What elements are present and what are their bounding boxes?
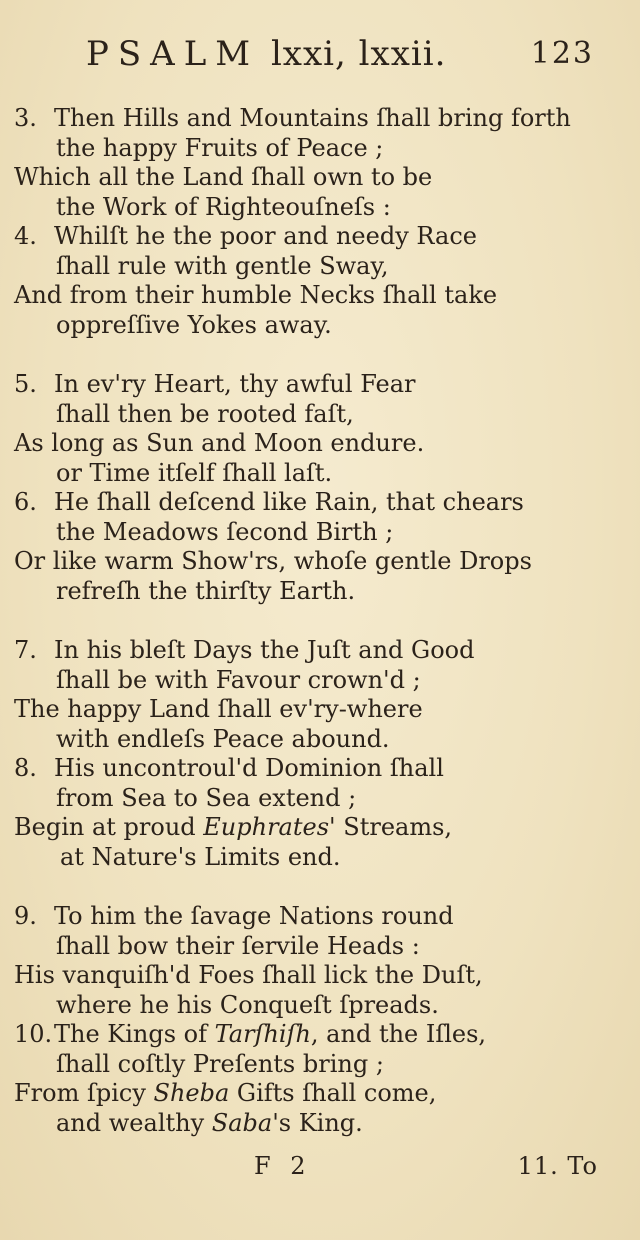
verse-line <box>0 1020 640 1050</box>
verse-line-text: In ev'ry Heart, thy awful Fear <box>54 370 416 398</box>
verse-line <box>0 193 640 223</box>
verse-line <box>0 429 640 459</box>
verse-line <box>0 459 640 489</box>
verse-text <box>0 104 640 1138</box>
verse-line-text: Then Hills and Mountains ſhall bring forth <box>54 104 571 132</box>
italic-proper-name: Saba <box>211 1108 273 1137</box>
verse-line <box>0 1050 640 1080</box>
italic-proper-name: Tarſhiſh <box>214 1020 311 1048</box>
page-footer <box>0 1152 640 1184</box>
verse-line <box>0 725 640 755</box>
verse-line <box>0 104 640 134</box>
verse-line-text: ſhall then be rooted faſt, <box>56 399 354 428</box>
verse-line-text: 's King. <box>272 1108 363 1137</box>
stanza <box>0 902 640 1138</box>
verse-line-text: He ſhall deſcend like Rain, that chears <box>54 488 524 516</box>
verse-line <box>0 695 640 725</box>
verse-line-text: from Sea to Sea extend ; <box>56 783 357 812</box>
verse-line-text: oppreſſive Yokes away. <box>56 310 332 339</box>
verse-line <box>0 134 640 164</box>
verse-number: 6. <box>14 488 37 516</box>
verse-line-text: His uncontroul'd Dominion ſhall <box>54 754 444 782</box>
verse-line-text: From ſpicy <box>14 1079 154 1107</box>
verse-line-text: Gifts ſhall come, <box>229 1079 437 1107</box>
verse-line <box>0 577 640 607</box>
italic-proper-name: Sheba <box>153 1079 230 1107</box>
verse-line-text: ſhall rule with gentle Sway, <box>56 251 389 280</box>
verse-line <box>0 518 640 548</box>
verse-line-text: ſhall coſtly Preſents bring ; <box>56 1049 384 1078</box>
verse-number: 4. <box>14 222 37 250</box>
verse-line-text: The Kings of <box>54 1020 215 1048</box>
stanza <box>0 104 640 340</box>
verse-line-text: His vanquiſh'd Foes ſhall lick the Duſt, <box>14 961 483 989</box>
running-title <box>86 34 446 74</box>
verse-line-text: ſhall bow their ſervile Heads : <box>56 931 420 960</box>
verse-line <box>0 991 640 1021</box>
verse-line <box>0 1079 640 1109</box>
verse-line-text: Streams, <box>335 813 453 841</box>
verse-line <box>0 754 640 784</box>
verse-line-text: , and the Iſles, <box>310 1020 487 1048</box>
verse-line <box>0 281 640 311</box>
verse-line <box>0 636 640 666</box>
verse-line-text: To him the ſavage Nations round <box>54 902 454 930</box>
verse-number: 9. <box>14 902 37 930</box>
verse-number: 7. <box>14 636 37 664</box>
verse-line-text: And from their humble Necks ſhall take <box>14 281 498 309</box>
stanza <box>0 370 640 606</box>
italic-proper-name: Euphrates' <box>203 813 336 841</box>
verse-line-text: The happy Land ſhall ev'ry-where <box>14 695 423 723</box>
verse-line-text: and wealthy <box>56 1108 212 1137</box>
verse-number: 10. <box>14 1020 53 1048</box>
verse-line <box>0 222 640 252</box>
verse-line-text: ſhall be with Favour crown'd ; <box>56 665 421 694</box>
verse-line-text: or Time itſelf ſhall laſt. <box>56 458 333 487</box>
verse-line <box>0 370 640 400</box>
verse-line <box>0 252 640 282</box>
page-number: 123 <box>530 36 594 71</box>
verse-line-text: Or like warm Show'rs, whoſe gentle Drops <box>14 547 532 575</box>
verse-line-text: the happy Fruits of Peace ; <box>56 133 384 162</box>
verse-line <box>0 311 640 341</box>
verse-line <box>0 1109 640 1139</box>
verse-line-text: Begin at proud <box>14 813 204 841</box>
psalm-numbers: lxxi, lxxii. <box>270 34 447 74</box>
verse-line <box>0 488 640 518</box>
verse-line-text: Whilſt he the poor and needy Race <box>54 222 477 250</box>
page-header <box>0 34 640 84</box>
verse-line <box>0 843 640 873</box>
verse-line-text: the Work of Righteouſneſs : <box>56 192 391 221</box>
verse-line <box>0 547 640 577</box>
verse-number: 5. <box>14 370 37 398</box>
verse-line <box>0 961 640 991</box>
psalm-word: PSALM <box>86 34 260 74</box>
verse-line-text: where he his Conqueſt ſpreads. <box>56 990 439 1019</box>
verse-line <box>0 784 640 814</box>
verse-line-text: at Nature's Limits end. <box>60 842 341 871</box>
verse-line <box>0 666 640 696</box>
verse-line-text: In his bleſt Days the Juſt and Good <box>54 636 475 664</box>
verse-line-text: the Meadows ſecond Birth ; <box>56 517 394 546</box>
verse-line <box>0 163 640 193</box>
verse-line-text: refreſh the thirſty Earth. <box>56 576 356 605</box>
verse-number: 3. <box>14 104 37 132</box>
verse-line <box>0 902 640 932</box>
verse-line-text: with endleſs Peace abound. <box>56 724 390 753</box>
verse-line-text: Which all the Land ſhall own to be <box>14 163 433 191</box>
verse-line-text: As long as Sun and Moon endure. <box>14 429 425 457</box>
verse-line <box>0 400 640 430</box>
signature-mark: F 2 <box>254 1152 312 1180</box>
catchword: 11. To <box>517 1152 598 1180</box>
verse-number: 8. <box>14 754 37 782</box>
stanza <box>0 636 640 872</box>
verse-line <box>0 813 640 843</box>
verse-line <box>0 932 640 962</box>
